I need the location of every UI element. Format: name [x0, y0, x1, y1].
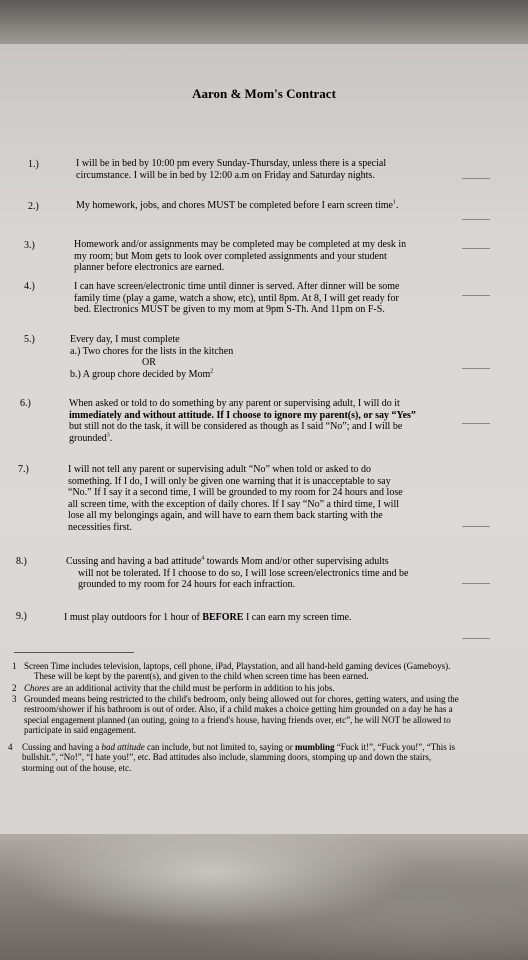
item-line: will not be tolerated. If I choose to do so, I will lose screen/electronics time and be	[78, 567, 409, 579]
footnote-line-italic: bad attitude	[101, 742, 145, 752]
footnote-line: These will be kept by the parent(s), and given to the child when screen time has been earned.	[34, 671, 369, 682]
item-number: 8.)	[16, 556, 27, 567]
footnote-line-italic: Chores	[24, 683, 50, 693]
item-line: Homework and/or assignments may be completed may be completed at my desk in	[74, 239, 407, 250]
footnote-ref: 1	[392, 199, 396, 206]
item-line: but still not do the task, it will be considered as though as I said “No”; and I will be	[69, 421, 403, 432]
footnote-number: 4	[8, 742, 13, 752]
item-number: 4.)	[24, 281, 35, 292]
item-line-text: immediately and without attitude. If I choose to ignore my parent(s), or say “Yes”	[69, 409, 416, 421]
item-line: I will be in bed by 10:00 pm every Sunday-Thursday, unless there is a special	[76, 158, 387, 169]
footnote	[22, 742, 526, 773]
footnote-line: Grounded means being restricted to the child's bedroom, only being allowed out for chores, getting waters, and using the	[24, 694, 459, 704]
item-line: grounded to my room for 24 hours for each infraction.	[78, 579, 296, 590]
item-line: When asked or told to do something by any parent or supervising adult, I will do it	[69, 398, 400, 409]
footnote	[24, 694, 524, 736]
list-item	[64, 612, 464, 624]
list-item: My homework, jobs, and chores MUST be completed before I earn screen time$^1$.	[76, 199, 399, 211]
item-line: my room; but Mom gets to look over completed assignments and your student	[74, 250, 387, 262]
item-line: b.) A group chore decided by Mom	[70, 368, 211, 380]
item-line: planner before electronics are earned.	[74, 262, 225, 273]
footnote-ref: 4	[201, 555, 205, 562]
item-number: 6.)	[20, 398, 31, 409]
footnote-line: bullshit.”, “No!”, “I hate you!”, etc. Bad attitudes also include, slamming doors, stomping up and down the stairs,	[22, 752, 432, 763]
footnote-number: 1	[12, 661, 17, 671]
initial-line	[462, 295, 490, 296]
footnote-line: special engagement planned (an outing, going to a friend's house, having friends over, etc”, he will NOT be allowed to	[24, 714, 451, 725]
item-line: OR	[142, 357, 156, 368]
footnote-line: can include, but not limited to, saying or	[144, 742, 295, 752]
item-line: necessities first.	[68, 521, 132, 533]
footnote-line: “Fuck it!”, “Fuck you!”, “This is	[334, 742, 455, 752]
item-line: I can earn my screen time.	[243, 612, 352, 623]
initial-line	[462, 248, 490, 249]
item-line: Cussing and having a bad attitude	[66, 556, 202, 567]
item-line: I will not tell any parent or supervising adult “No” when told or asked to do	[68, 464, 371, 475]
item-line: something. If I do, I will only be given one warning that it is unacceptable to say	[68, 475, 391, 487]
footnote-line: restroom/shower if his bathroom is out of order. Also, if a child makes a choice getting him grounded on a day he has a	[24, 704, 453, 715]
footnote-ref: 2	[210, 368, 214, 375]
item-number: 2.)	[28, 201, 39, 212]
initial-line	[462, 219, 490, 220]
initial-line	[462, 526, 490, 527]
footnote-line: are an additional activity that the child must be perform in addition to his jobs.	[49, 683, 335, 693]
list-item	[70, 334, 460, 380]
item-line	[69, 410, 461, 422]
initial-line	[462, 368, 490, 369]
page-title: Aaron & Mom's Contract	[192, 86, 336, 101]
footnote	[24, 661, 522, 682]
item-line: I can have screen/electronic time until dinner is served. After dinner will be some	[74, 281, 400, 292]
list-item	[74, 281, 459, 316]
item-line: My homework, jobs, and chores MUST be completed before I earn screen time	[76, 200, 393, 211]
list-item	[66, 556, 464, 591]
footnote-line: storming out of the house, etc.	[22, 762, 132, 773]
footnote-number: 2	[12, 683, 17, 693]
footnote-number: 3	[12, 694, 17, 704]
item-number: 5.)	[24, 334, 35, 345]
item-line: lose all my belongings again, and will have to earn them back starting with the	[68, 510, 383, 521]
item-line: all screen time, with the exception of daily chores. If I say “No” a third time, I will	[68, 498, 400, 510]
item-line: towards Mom and/or other supervising adults	[204, 556, 389, 567]
item-number: 1.)	[28, 159, 39, 170]
item-line-bold: BEFORE	[202, 612, 244, 623]
item-number: 9.)	[16, 611, 27, 622]
list-item	[68, 464, 463, 533]
footnote-line: Cussing and having a	[22, 742, 102, 752]
footnote-line: Screen Time includes television, laptops, cell phone, iPad, Playstation, and all hand-held gaming devices (Gameboys).	[24, 661, 451, 671]
background-surface	[0, 834, 528, 960]
list-item: When asked or told to do something by any parent or supervising adult, I will do it immediately and without attitude. If I choose to ignore my parent(s), or say “Yes” but still not do the task, it will be considered as though as I said “No”; and I will be grounded$^3$.	[69, 398, 461, 444]
item-line: bed. Electronics MUST be given to my mom at 9pm S-Th. And 11pm on F-S.	[74, 304, 385, 315]
footnote	[24, 683, 522, 693]
footnote-line-bold: mumbling	[294, 742, 335, 752]
initial-line	[462, 178, 490, 179]
item-line: grounded	[69, 432, 107, 444]
item-line: I must play outdoors for 1 hour of	[64, 612, 203, 623]
item-line: family time (play a game, watch a show, etc), until 8pm. At 8, I will get ready for	[74, 292, 399, 304]
item-number: 3.)	[24, 240, 35, 251]
initial-line	[462, 638, 490, 639]
footnote-ref: 3	[106, 432, 110, 439]
item-number: 7.)	[18, 464, 29, 475]
footnote-divider	[14, 652, 134, 653]
list-item	[74, 239, 459, 274]
item-line: a.) Two chores for the lists in the kitchen	[70, 345, 234, 357]
initial-line	[462, 423, 490, 424]
initial-line	[462, 583, 490, 584]
item-line: circumstance. I will be in bed by 12:00 a.m on Friday and Saturday nights.	[76, 169, 375, 181]
footnote-line: participate in said engagement.	[24, 725, 136, 736]
item-line: “No.” If I say it a second time, I will be grounded to my room for 24 hours and lose	[68, 487, 403, 498]
list-item	[76, 158, 456, 181]
item-line: Every day, I must complete	[70, 334, 180, 345]
